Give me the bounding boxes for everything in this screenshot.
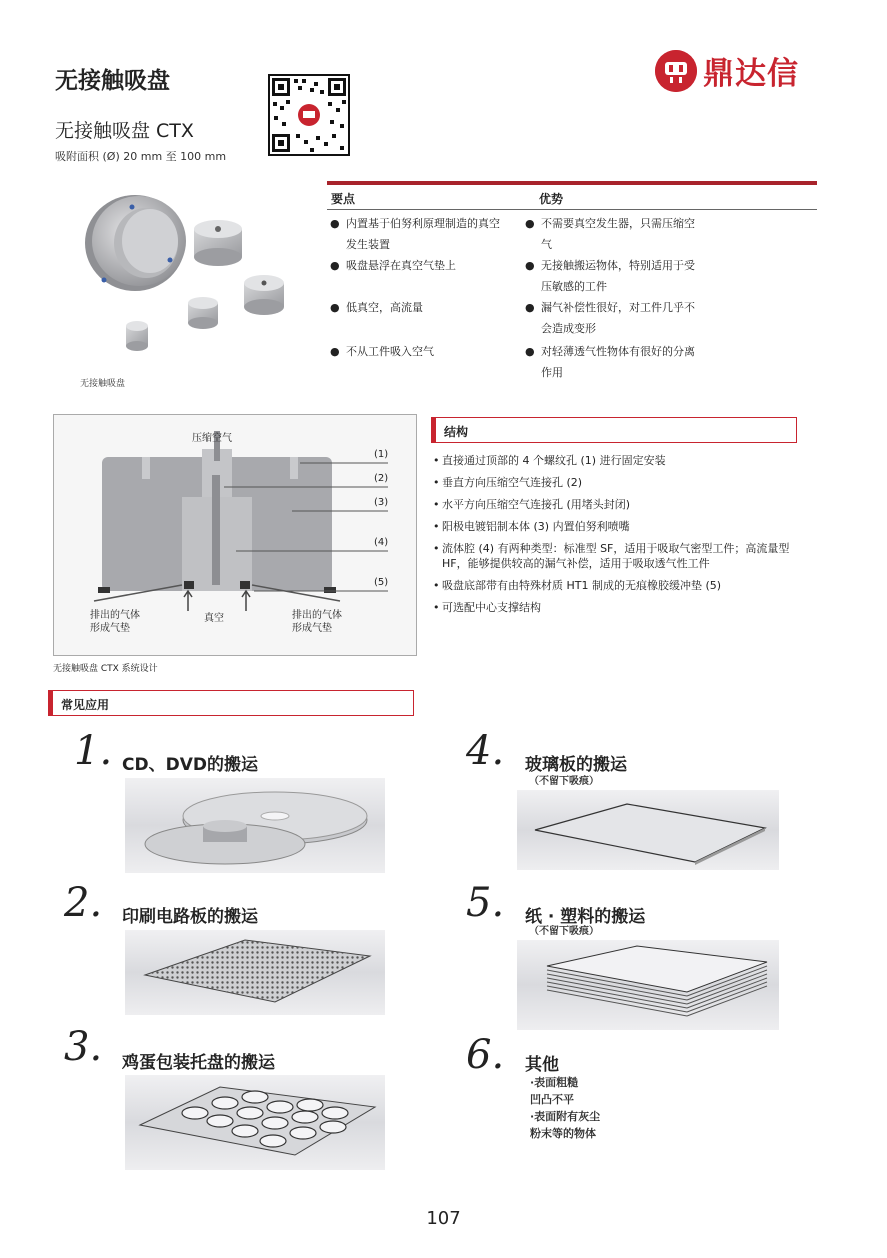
marker-4: (4) <box>374 537 389 548</box>
qr-code[interactable] <box>268 74 350 156</box>
advantage-item: ● 对轻薄透气性物体有很好的分离作用 <box>525 341 695 383</box>
other-line: 粉末等的物体 <box>530 1127 596 1140</box>
section-heading-structure: 结构 <box>431 417 797 443</box>
advantage-text: 不需要真空发生器，只需压缩空气 <box>541 217 695 251</box>
list-item: • 可选配中心支撑结构 <box>433 600 803 615</box>
marker-5: (5) <box>374 577 389 588</box>
app-other-list <box>530 1074 600 1142</box>
list-item: • 流体腔 (4) 有两种类型：标准型 SF，适用于吸取气密型工件；高流量型 HF，能够提供较高的漏气补偿，适用于吸取透气性工件 <box>433 541 803 571</box>
advantage-item: ● 漏气补偿性很好，对工件几乎不会造成变形 <box>525 297 695 339</box>
suction-area-spec: 吸附面积 (Ø) 20 mm 至 100 mm <box>55 150 227 163</box>
label-exhaust-left <box>90 609 140 635</box>
brand-name: 鼎达信 <box>703 56 799 92</box>
app-title-2: 印刷电路板的搬运 <box>122 907 258 927</box>
label-exhaust-left-1: 排出的气体 <box>90 610 140 621</box>
brand-mark-icon <box>655 50 697 92</box>
point-text: 不从工件吸入空气 <box>346 345 434 358</box>
app-number-3: 3. <box>64 1024 103 1070</box>
list-item: • 吸盘底部带有由特殊材质 HT1 制成的无痕橡胶缓冲垫 (5) <box>433 578 803 593</box>
marker-1: (1) <box>374 449 389 460</box>
app-image-egg-tray <box>125 1075 385 1170</box>
point-item: ● 低真空，高流量 <box>330 297 510 318</box>
structure-list <box>433 453 803 622</box>
advantage-item: ● 无接触搬运物体，特别适用于受压敏感的工件 <box>525 255 695 297</box>
diagram-caption: 无接触吸盘 CTX 系统设计 <box>53 664 158 674</box>
list-item: • 阳极电镀铝制本体 (3) 内置伯努利喷嘴 <box>433 519 803 534</box>
table-top-rule <box>327 181 817 185</box>
point-item: ● 内置基于伯努利原理制造的真空发生装置 <box>330 213 510 255</box>
label-exhaust-right <box>292 609 342 635</box>
app-number-4: 4. <box>466 728 505 774</box>
list-item: • 垂直方向压缩空气连接孔 (2) <box>433 475 803 490</box>
other-line: ·表面附有灰尘 <box>530 1110 601 1123</box>
advantage-text: 无接触搬运物体，特别适用于受压敏感的工件 <box>541 259 695 293</box>
advantage-text: 漏气补偿性很好，对工件几乎不会造成变形 <box>541 301 695 335</box>
section-heading-applications: 常见应用 <box>48 690 414 716</box>
app-number-5: 5. <box>466 880 505 926</box>
app-note-5: （不留下吸痕） <box>529 926 599 937</box>
app-image-cd <box>125 778 385 873</box>
system-design-diagram <box>53 414 417 656</box>
app-number-6: 6. <box>466 1032 505 1078</box>
page-title: 无接触吸盘 <box>55 68 170 94</box>
point-item: ● 不从工件吸入空气 <box>330 341 510 362</box>
advantage-text: 对轻薄透气性物体有很好的分离作用 <box>541 345 695 379</box>
other-line: ·表面粗糙 <box>530 1076 579 1089</box>
point-text: 吸盘悬浮在真空气垫上 <box>346 259 456 272</box>
app-title-5: 纸 · 塑料的搬运 <box>525 907 646 927</box>
app-image-paper-stack <box>517 940 779 1030</box>
app-image-pcb <box>125 930 385 1015</box>
product-image-caption: 无接触吸盘 <box>80 379 126 389</box>
page-number: 107 <box>426 1208 461 1229</box>
advantage-item: ● 不需要真空发生器，只需压缩空气 <box>525 213 695 255</box>
app-title-4: 玻璃板的搬运 <box>525 755 627 775</box>
app-image-glass <box>517 790 779 870</box>
label-vacuum: 真空 <box>204 613 224 624</box>
app-title-1: CD、DVD的搬运 <box>122 755 258 775</box>
label-compressed-air: 压缩空气 <box>192 433 232 444</box>
product-subtitle: 无接触吸盘 CTX <box>55 120 194 142</box>
app-title-6: 其他 <box>525 1055 559 1075</box>
point-text: 内置基于伯努利原理制造的真空发生装置 <box>346 217 500 251</box>
list-item: • 水平方向压缩空气连接孔 (用堵头封闭) <box>433 497 803 512</box>
app-title-3: 鸡蛋包装托盘的搬运 <box>122 1053 275 1073</box>
label-exhaust-right-1: 排出的气体 <box>292 610 342 621</box>
brand-logo <box>655 48 799 93</box>
label-exhaust-right-2: 形成气垫 <box>292 623 332 634</box>
marker-3: (3) <box>374 497 389 508</box>
app-note-4: （不留下吸痕） <box>529 776 599 787</box>
product-image <box>60 185 290 375</box>
col-header-advantages: 优势 <box>539 192 564 206</box>
label-exhaust-left-2: 形成气垫 <box>90 623 130 634</box>
marker-2: (2) <box>374 473 389 484</box>
list-item: • 直接通过顶部的 4 个螺纹孔 (1) 进行固定安装 <box>433 453 803 468</box>
table-header-rule <box>327 209 817 210</box>
other-line: 凹凸不平 <box>530 1093 574 1106</box>
app-number-1: 1. <box>74 728 113 774</box>
point-item: ● 吸盘悬浮在真空气垫上 <box>330 255 510 276</box>
point-text: 低真空，高流量 <box>346 301 423 314</box>
app-number-2: 2. <box>64 880 103 926</box>
col-header-points: 要点 <box>331 192 356 206</box>
